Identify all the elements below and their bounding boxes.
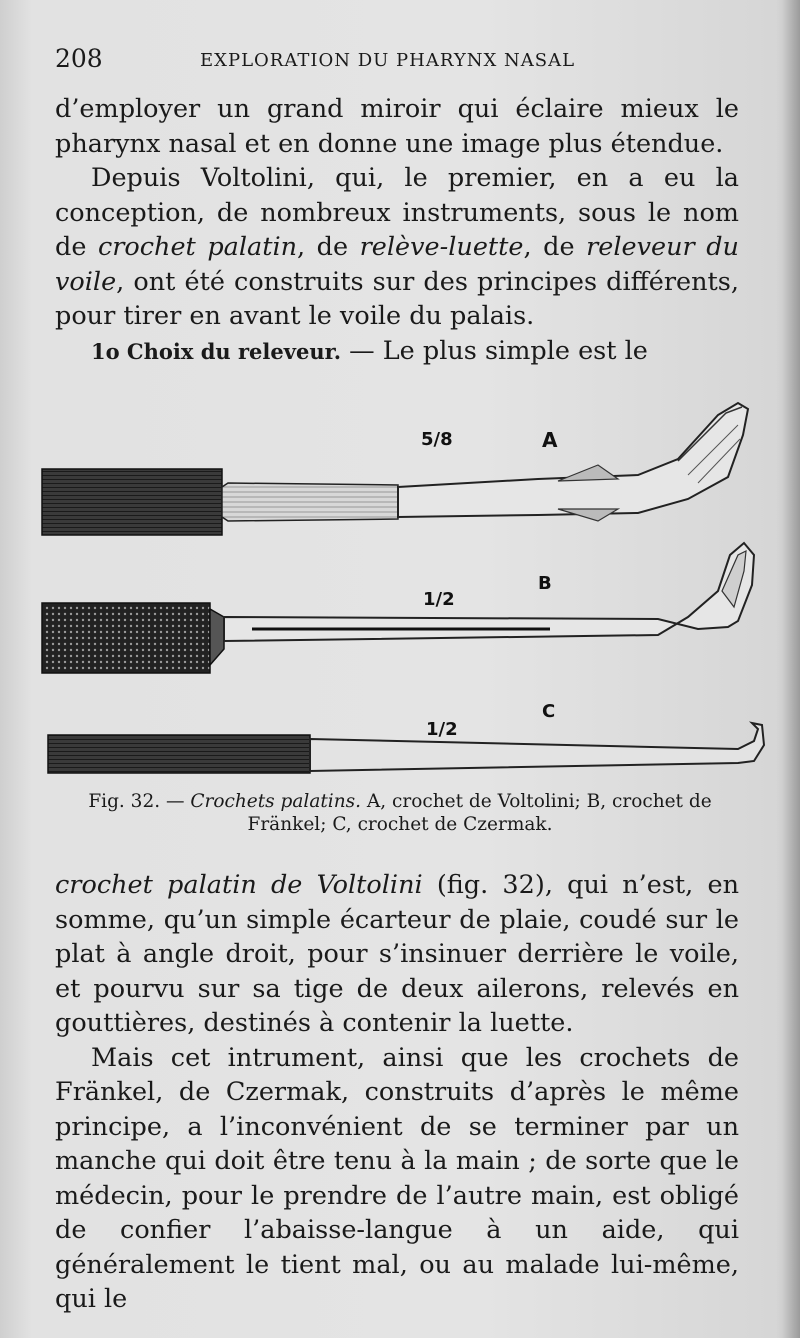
caption-text	[60, 790, 740, 836]
term-releve-luette: relève-luette	[359, 232, 524, 262]
figure-label-c: C	[542, 701, 556, 722]
text-run: Depuis Voltolini, qui, le premier, en a eu la conception, de nombreux instruments, sous le nom de	[55, 163, 739, 262]
section-subheading: 1o Choix du releveur.	[91, 338, 342, 364]
page-number: 208	[55, 44, 103, 73]
term-crochet-palatin: crochet palatin	[97, 232, 298, 262]
text-run: , de	[297, 232, 360, 262]
page-edge-shadow	[782, 0, 800, 1338]
text-run: — Le plus simple est le	[341, 335, 648, 366]
figure-label-a: A	[542, 428, 558, 452]
text-run: , ont été construits sur des principes différents, pour tirer en avant le voile du palais.	[55, 266, 739, 331]
instrument-a-voltolini	[42, 403, 748, 535]
paragraph-voltolini	[55, 161, 739, 334]
paragraph-continuation: d’employer un grand miroir qui éclaire mieux le pharynx nasal et en donne une image plus étendue.	[55, 94, 739, 159]
bottom-text-block	[55, 868, 739, 1317]
top-text-block	[55, 92, 739, 369]
text-run: (fig. 32), qui n’est, en somme, qu’un simple écarteur de plaie, coudé sur le plat à angle droit, pour s’insinuer derrière le voile, et pourvu sur sa tige de deux ailerons, relevés en gouttières, destinés à contenir la luette.	[55, 870, 739, 1038]
figure-32	[38, 395, 768, 780]
scale-label-c: 1/2	[426, 719, 458, 740]
figure-illustration	[38, 395, 768, 780]
caption-fig-number: Fig. 32. —	[88, 791, 191, 812]
paragraph-inconvenient: Mais cet intrument, ainsi que les crochets de Fränkel, de Czermak, construits d’après le même principe, a l’inconvénient de se terminer par un manche qui doit être tenu à la main ; de sorte que le médecin, pour le prendre de l’autre main, est obligé de confier l’abaisse-langue à un aide, qui généralement le tient mal, ou au malade lui-même, qui le	[55, 1042, 739, 1314]
caption-title: Crochets palatins.	[190, 791, 362, 812]
term-crochet-voltolini: crochet palatin de Voltolini	[55, 870, 423, 900]
instrument-b-frankel	[42, 543, 754, 673]
paragraph-voltolini-description	[55, 868, 739, 1041]
scale-label-a: 5/8	[421, 429, 453, 450]
term-releveur-du-voile: releveur du voile	[55, 232, 739, 297]
scale-label-b: 1/2	[423, 589, 455, 610]
text-run: , de	[523, 232, 587, 262]
figure-label-b: B	[538, 573, 552, 594]
caption-rest: A, crochet de Voltolini; B, crochet de Fränkel; C, crochet de Czermak.	[247, 791, 712, 835]
running-title: EXPLORATION DU PHARYNX NASAL	[200, 50, 576, 71]
figure-caption	[60, 790, 740, 836]
instrument-c-czermak	[48, 723, 764, 773]
page-header	[55, 44, 735, 78]
paragraph-subhead	[55, 334, 739, 370]
